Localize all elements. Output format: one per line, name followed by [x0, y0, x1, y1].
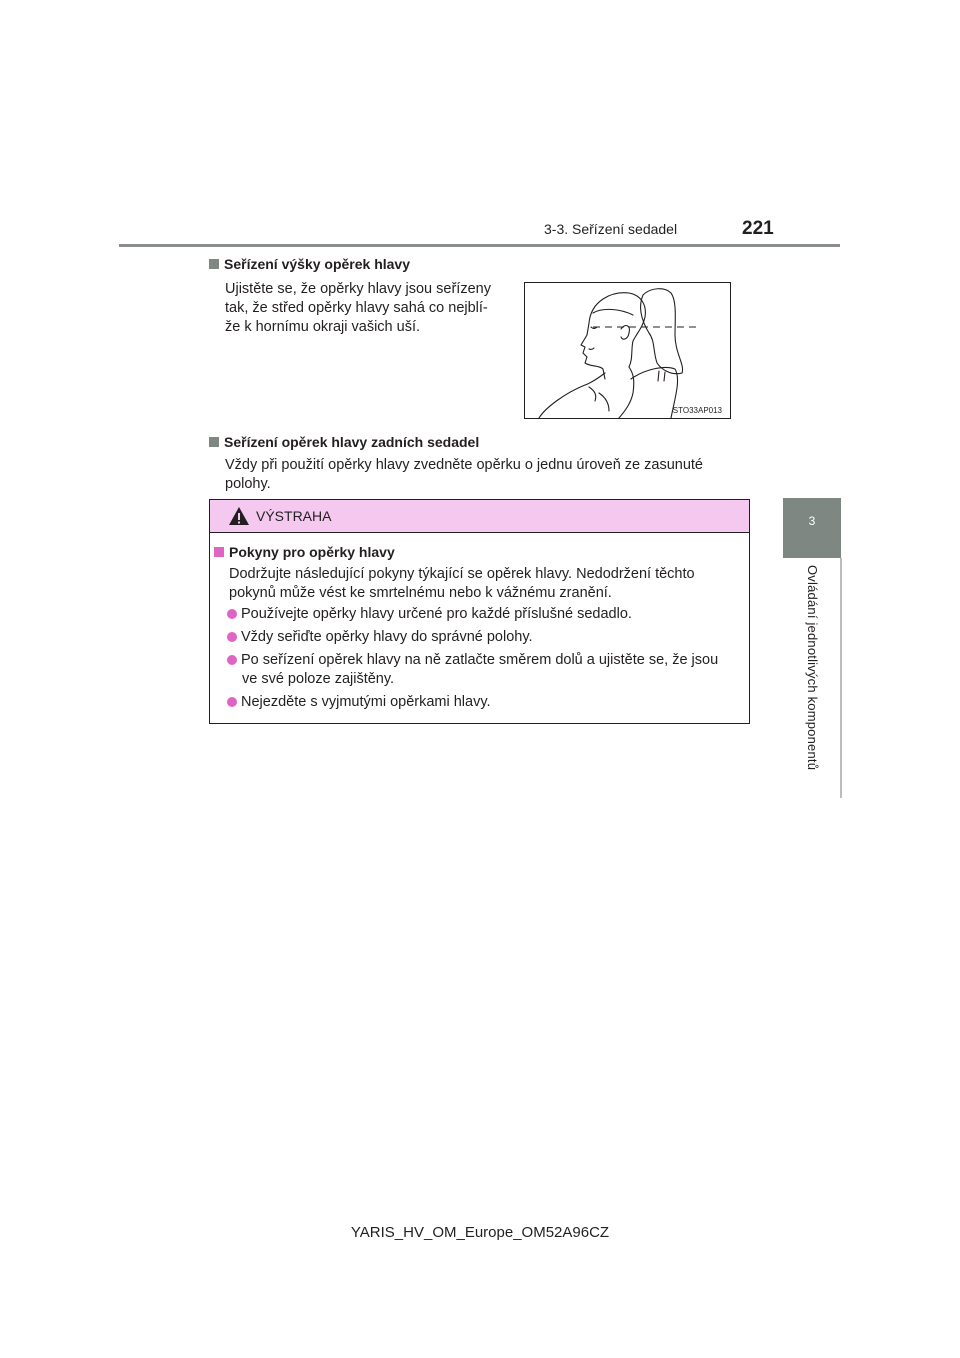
- text-line: pokynů může vést ke smrtelnému nebo k vážnému zranění.: [229, 585, 612, 601]
- text-line: Dodržujte následující pokyny týkající se opěrek hlavy. Nedodržení těchto: [229, 566, 695, 582]
- headrest-figure: [524, 282, 731, 419]
- text-line: tak, že střed opěrky hlavy sahá co nejblí-: [225, 300, 488, 316]
- page-number: 221: [742, 218, 774, 239]
- section-heading-rear-headrests: [209, 434, 479, 450]
- headrest-height-illustration: [525, 283, 730, 418]
- text-line: polohy.: [225, 476, 271, 492]
- bullet-dot-icon: [227, 697, 237, 707]
- warning-bullet-4: [227, 693, 743, 712]
- chapter-tab: [783, 498, 841, 558]
- text-line: že k hornímu okraji vašich uší.: [225, 319, 421, 335]
- warning-subheading: [214, 544, 395, 560]
- warning-subheading-text: Pokyny pro opěrky hlavy: [229, 544, 395, 560]
- chapter-number: 3: [808, 514, 816, 528]
- section-title: 3-3. Seřízení sedadel: [544, 221, 678, 237]
- bullet-text: Nejezděte s vyjmutými opěrkami hlavy.: [241, 694, 491, 710]
- warning-triangle-icon: [228, 506, 250, 526]
- text-line: Vždy při použití opěrky hlavy zvedněte opěrku o jednu úroveň ze zasunuté: [225, 457, 703, 473]
- bullet-text-continuation: ve své poloze zajištěny.: [242, 671, 395, 687]
- section-heading-headrest-height: [209, 256, 410, 272]
- bullet-dot-icon: [227, 655, 237, 665]
- square-bullet-icon: [209, 259, 219, 269]
- section2-text: [225, 456, 747, 494]
- figure-code: STO33AP013: [672, 406, 722, 415]
- text-line: Ujistěte se, že opěrky hlavy jsou seřízeny: [225, 281, 491, 297]
- bullet-text: Vždy seřiďte opěrky hlavy do správné polohy.: [241, 629, 533, 645]
- header-divider: [119, 244, 840, 247]
- section-heading-text: Seřízení výšky opěrek hlavy: [224, 256, 410, 272]
- document-id: YARIS_HV_OM_Europe_OM52A96CZ: [350, 1224, 610, 1241]
- square-bullet-icon: [209, 437, 219, 447]
- chapter-tab-rule: [840, 558, 842, 798]
- warning-intro: [229, 565, 741, 603]
- warning-bullet-2: [227, 628, 743, 647]
- bullet-dot-icon: [227, 609, 237, 619]
- warning-title: VÝSTRAHA: [256, 508, 332, 524]
- bullet-text: Po seřízení opěrek hlavy na ně zatlačte směrem dolů a ujistěte se, že jsou: [241, 652, 719, 668]
- bullet-dot-icon: [227, 632, 237, 642]
- warning-box: [209, 499, 750, 724]
- warning-bullet-1: [227, 605, 743, 624]
- square-bullet-icon: [214, 547, 224, 557]
- section1-text: [225, 280, 505, 337]
- bullet-text: Používejte opěrky hlavy určené pro každé příslušné sedadlo.: [241, 606, 632, 622]
- warning-header: [210, 500, 749, 533]
- warning-bullet-3: [227, 651, 743, 689]
- chapter-title: Ovládání jednotlivých komponentů: [805, 565, 820, 771]
- section-heading-text: Seřízení opěrek hlavy zadních sedadel: [224, 434, 480, 450]
